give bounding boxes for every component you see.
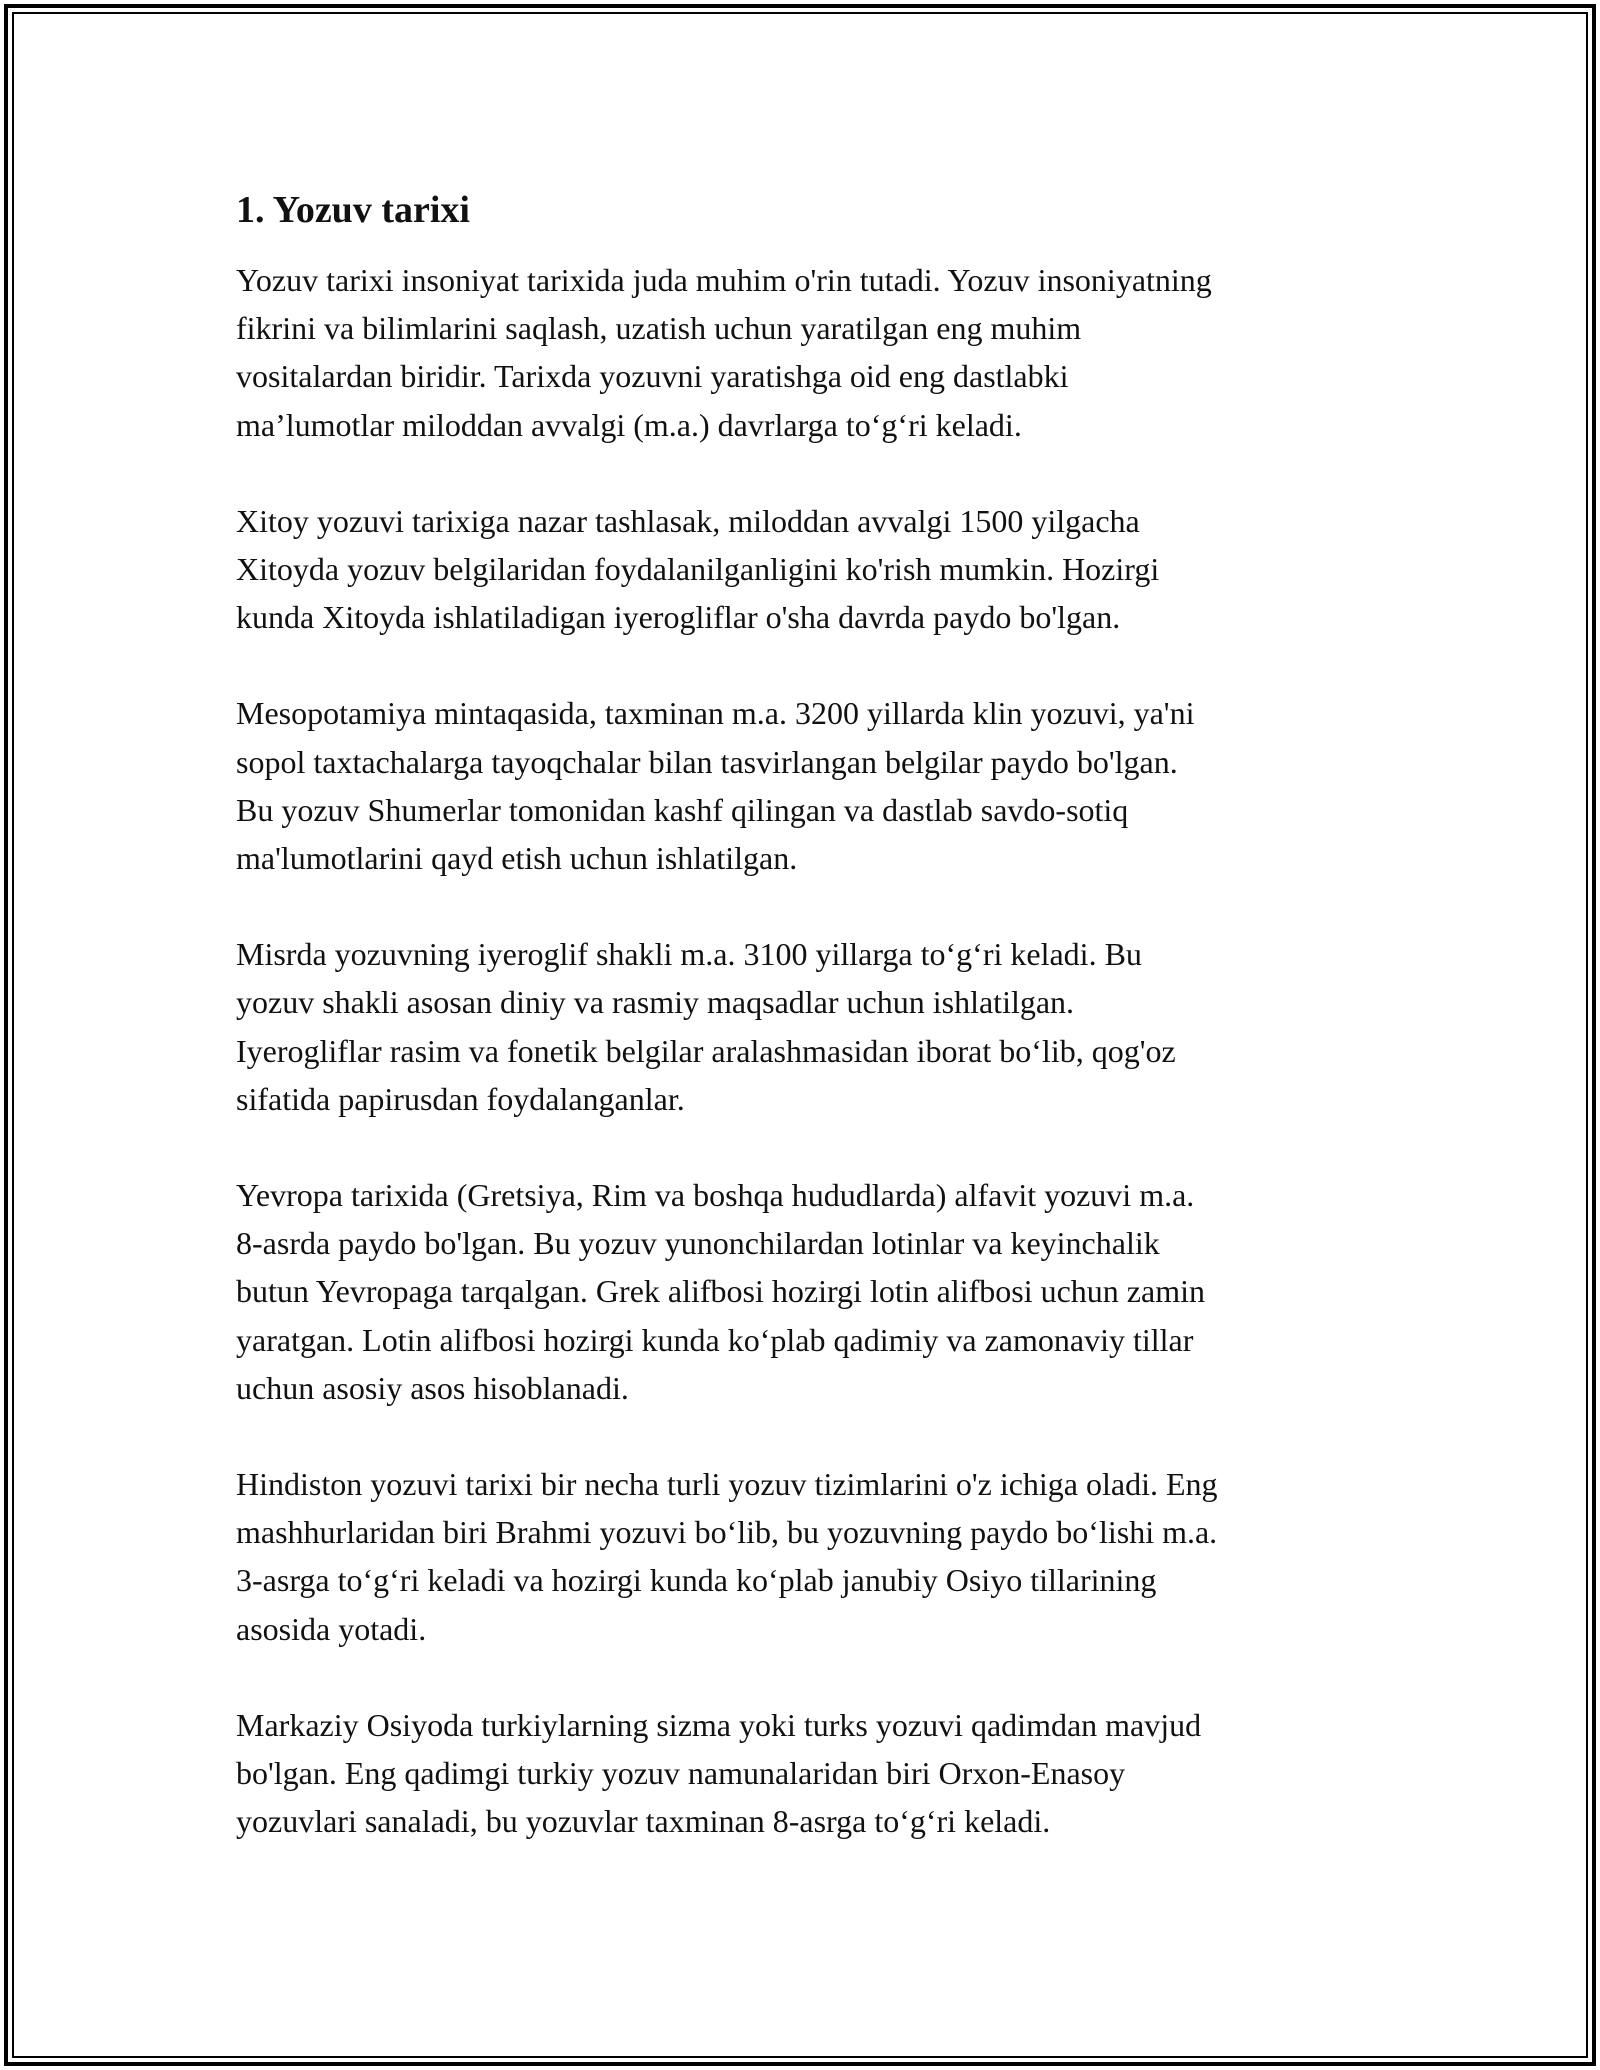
paragraph-central-asia xyxy=(236,1701,1396,1846)
section-heading: 1. Yozuv tarixi xyxy=(236,189,470,231)
paragraph-line: sopol taxtachalarga tayoqchalar bilan tasvirlangan belgilar paydo bo'lgan. xyxy=(236,743,1178,780)
paragraph-line: kunda Xitoyda ishlatiladigan iyerogliflar o'sha davrda paydo bo'lgan. xyxy=(236,599,1121,636)
paragraph-europe xyxy=(236,1171,1396,1412)
paragraph-line: butun Yevropaga tarqalgan. Grek alifbosi hozirgi lotin alifbosi uchun zamin xyxy=(236,1273,1205,1310)
paragraph-line: ma'lumotlarini qayd etish uchun ishlatilgan. xyxy=(236,840,798,877)
paragraph-mesopotamia xyxy=(236,689,1396,882)
paragraph-line: asosida yotadi. xyxy=(236,1610,427,1647)
paragraph-line: Misrda yozuvning iyeroglif shakli m.a. 3100 yillarga to‘g‘ri keladi. Bu xyxy=(236,936,1142,973)
paragraph-line: Xitoyda yozuv belgilaridan foydalanilganligini ko'rish mumkin. Hozirgi xyxy=(236,551,1160,588)
document-body xyxy=(236,186,1396,1845)
paragraph-line: Xitoy yozuvi tarixiga nazar tashlasak, miloddan avvalgi 1500 yilgacha xyxy=(236,502,1140,539)
paragraph-line: 8-asrda paydo bo'lgan. Bu yozuv yunonchilardan lotinlar va keyinchalik xyxy=(236,1225,1160,1262)
paragraph-line: yozuv shakli asosan diniy va rasmiy maqsadlar uchun ishlatilgan. xyxy=(236,984,1075,1021)
paragraph-line: sifatida papirusdan foydalanganlar. xyxy=(236,1080,685,1117)
paragraph-line: yozuvlari sanaladi, bu yozuvlar taxminan 8-asrga to‘g‘ri keladi. xyxy=(236,1803,1051,1840)
paragraph-line: yaratgan. Lotin alifbosi hozirgi kunda ko‘plab qadimiy va zamonaviy tillar xyxy=(236,1321,1194,1358)
paragraph-line: Yozuv tarixi insoniyat tarixida juda muhim o'rin tutadi. Yozuv insoniyatning xyxy=(236,262,1212,298)
paragraph-line: Yevropa tarixida (Gretsiya, Rim va boshqa hududlarda) alfavit yozuvi m.a. xyxy=(236,1177,1195,1214)
paragraph-line: uchun asosiy asos hisoblanadi. xyxy=(236,1369,629,1406)
paragraph-intro xyxy=(236,256,1396,449)
paragraph-line: Mesopotamiya mintaqasida, taxminan m.a. 3200 yillarda klin yozuvi, ya'ni xyxy=(236,695,1195,732)
paragraph-line: fikrini va bilimlarini saqlash, uzatish uchun yaratilgan eng muhim xyxy=(236,310,1082,347)
paragraph-line: Hindiston yozuvi tarixi bir necha turli yozuv tizimlarini o'z ichiga oladi. Eng xyxy=(236,1466,1218,1503)
paragraph-line: bo'lgan. Eng qadimgi turkiy yozuv namunalaridan biri Orxon-Enasoy xyxy=(236,1755,1126,1792)
paragraph-line: Markaziy Osiyoda turkiylarning sizma yoki turks yozuvi qadimdan mavjud xyxy=(236,1706,1202,1743)
paragraph-india xyxy=(236,1460,1396,1653)
paragraph-line: ma’lumotlar miloddan avvalgi (m.a.) davrlarga to‘g‘ri keladi. xyxy=(236,406,1022,443)
paragraph-line: Iyerogliflar rasim va fonetik belgilar aralashmasidan iborat bo‘lib, qog'oz xyxy=(236,1032,1176,1069)
paragraph-line: mashhurlaridan biri Brahmi yozuvi bo‘lib, bu yozuvning paydo bo‘lishi m.a. xyxy=(236,1514,1218,1551)
paragraph-line: 3-asrga to‘g‘ri keladi va hozirgi kunda ko‘plab janubiy Osiyo tillarining xyxy=(236,1562,1157,1599)
paragraph-line: Bu yozuv Shumerlar tomonidan kashf qilingan va dastlab savdo-sotiq xyxy=(236,791,1129,828)
paragraph-china xyxy=(236,497,1396,642)
paragraph-line: vositalardan biridir. Tarixda yozuvni yaratishga oid eng dastlabki xyxy=(236,358,1069,395)
paragraph-egypt xyxy=(236,930,1396,1123)
